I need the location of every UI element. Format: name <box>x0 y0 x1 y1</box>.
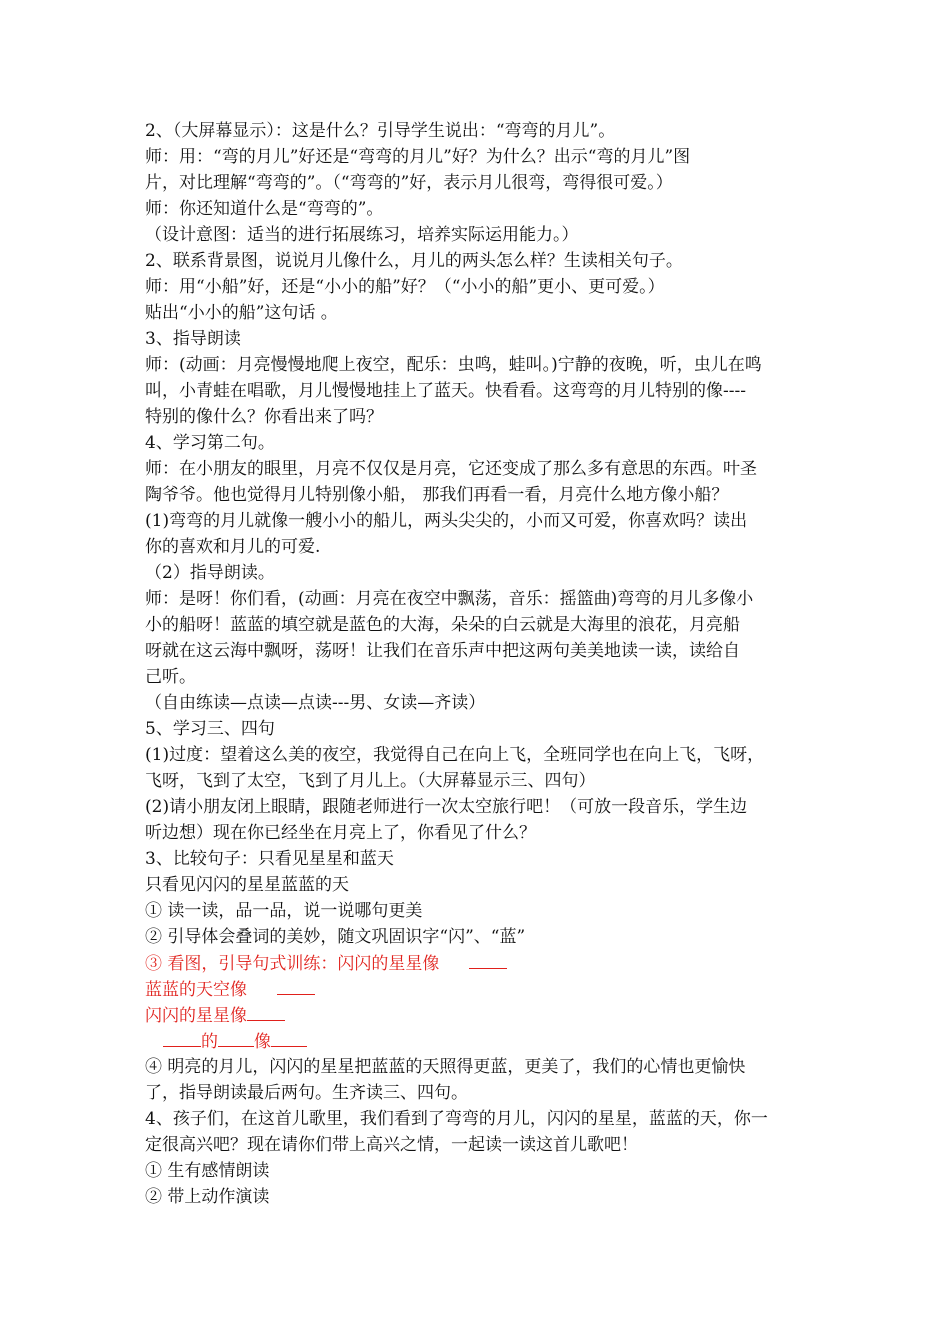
red-exercise-line-2 <box>145 976 815 1002</box>
text-line: 师：是呀！你们看，(动画：月亮在夜空中飘荡，音乐：摇篮曲)弯弯的月儿多像小 <box>145 589 754 609</box>
exercise-text: 像 <box>254 1032 271 1052</box>
text-line: 2、（大屏幕显示）：这是什么？引导学生说出：“弯弯的月儿”。 <box>145 121 616 141</box>
blank-underline <box>247 1002 285 1021</box>
text-line: 3、比较句子：只看见星星和蓝天 <box>145 849 394 869</box>
text-line: 贴出“小小的船”这句话 。 <box>145 303 338 323</box>
text-line: （设计意图：适当的进行拓展练习，培养实际运用能力。） <box>145 225 579 245</box>
text-line: 片，对比理解“弯弯的”。（“弯弯的”好，表示月儿很弯，弯得很可爱。） <box>145 173 673 193</box>
exercise-text: 闪闪的星星像 <box>145 1006 247 1026</box>
text-line: (1)过度：望着这么美的夜空，我觉得自己在向上飞，全班同学也在向上飞，飞呀， <box>145 745 765 765</box>
red-exercise-line-1 <box>145 950 815 976</box>
text-line: 师：在小朋友的眼里，月亮不仅仅是月亮，它还变成了那么多有意思的东西。叶圣 <box>145 459 757 479</box>
text-line: 4、孩子们，在这首儿歌里，我们看到了弯弯的月儿，闪闪的星星，蓝蓝的天，你一 <box>145 1109 768 1129</box>
text-line: 陶爷爷。他也觉得月儿特别像小船， 那我们再看一看，月亮什么地方像小船？ <box>145 485 729 505</box>
text-line: ① 生有感情朗读 <box>145 1161 270 1181</box>
exercise-text: 蓝蓝的天空像 <box>145 980 247 1000</box>
text-line: 己听。 <box>145 667 196 687</box>
text-line: ④ 明亮的月儿，闪闪的星星把蓝蓝的天照得更蓝，更美了，我们的心情也更愉快 <box>145 1057 746 1077</box>
text-line: 听边想）现在你已经坐在月亮上了，你看见了什么？ <box>145 823 536 843</box>
text-line: 师：你还知道什么是“弯弯的”。 <box>145 199 384 219</box>
text-line: （2）指导朗读。 <box>145 563 275 583</box>
text-line: 你的喜欢和月儿的可爱. <box>145 537 321 557</box>
text-line: ① 读一读，品一品，说一说哪句更美 <box>145 901 423 921</box>
document-page <box>145 118 815 1210</box>
text-line: 叫，小青蛙在唱歌，月儿慢慢地挂上了蓝天。快看看。这弯弯的月儿特别的像---- <box>145 381 746 401</box>
red-exercise-line-3 <box>145 1002 815 1028</box>
text-line: 师：用“小船”好，还是“小小的船”好？（“小小的船”更小、更可爱。） <box>145 277 665 297</box>
blank-underline <box>271 1028 307 1047</box>
red-exercise-line-4 <box>145 1028 815 1054</box>
text-line: 定很高兴吧？现在请你们带上高兴之情，一起读一读这首儿歌吧！ <box>145 1135 638 1155</box>
blank-underline <box>218 1028 254 1047</box>
main-text-block <box>145 118 815 950</box>
text-line: 5、学习三、四句 <box>145 719 275 739</box>
text-line: 4、学习第二句。 <box>145 433 275 453</box>
text-line: 了，指导朗读最后两句。生齐读三、四句。 <box>145 1083 468 1103</box>
text-line: 特别的像什么？你看出来了吗？ <box>145 407 383 427</box>
text-line: 师：用：“弯的月儿”好还是“弯弯的月儿”好？为什么？出示“弯的月儿”图 <box>145 147 691 167</box>
text-line: 师：(动画：月亮慢慢地爬上夜空，配乐：虫鸣，蛙叫。)宁静的夜晚，听，虫儿在鸣 <box>145 355 762 375</box>
text-line: （自由练读—点读—点读---男、女读—齐读） <box>145 693 486 713</box>
text-line: 3、指导朗读 <box>145 329 241 349</box>
exercise-text: ③ 看图，引导句式训练：闪闪的星星像 <box>145 954 440 974</box>
text-line: 2、联系背景图，说说月儿像什么，月儿的两头怎么样？生读相关句子。 <box>145 251 683 271</box>
text-line: 只看见闪闪的星星蓝蓝的天 <box>145 875 349 895</box>
text-line: ② 引导体会叠词的美妙，随文巩固识字“闪”、“蓝” <box>145 927 526 947</box>
text-line: 小的船呀！蓝蓝的填空就是蓝色的大海，朵朵的白云就是大海里的浪花，月亮船 <box>145 615 740 635</box>
blank-underline <box>469 950 507 969</box>
text-line: ② 带上动作演读 <box>145 1187 270 1207</box>
text-line: 呀就在这云海中飘呀，荡呀！让我们在音乐声中把这两句美美地读一读，读给自 <box>145 641 740 661</box>
blank-underline <box>163 1028 201 1047</box>
text-line: (2)请小朋友闭上眼睛，跟随老师进行一次太空旅行吧！（可放一段音乐，学生边 <box>145 797 748 817</box>
blank-underline <box>277 976 315 995</box>
text-line: 飞呀，飞到了太空，飞到了月儿上。（大屏幕显示三、四句） <box>145 771 596 791</box>
text-line: (1)弯弯的月儿就像一艘小小的船儿，两头尖尖的，小而又可爱，你喜欢吗？读出 <box>145 511 748 531</box>
exercise-text: 的 <box>201 1032 218 1052</box>
tail-text-block <box>145 1054 815 1210</box>
